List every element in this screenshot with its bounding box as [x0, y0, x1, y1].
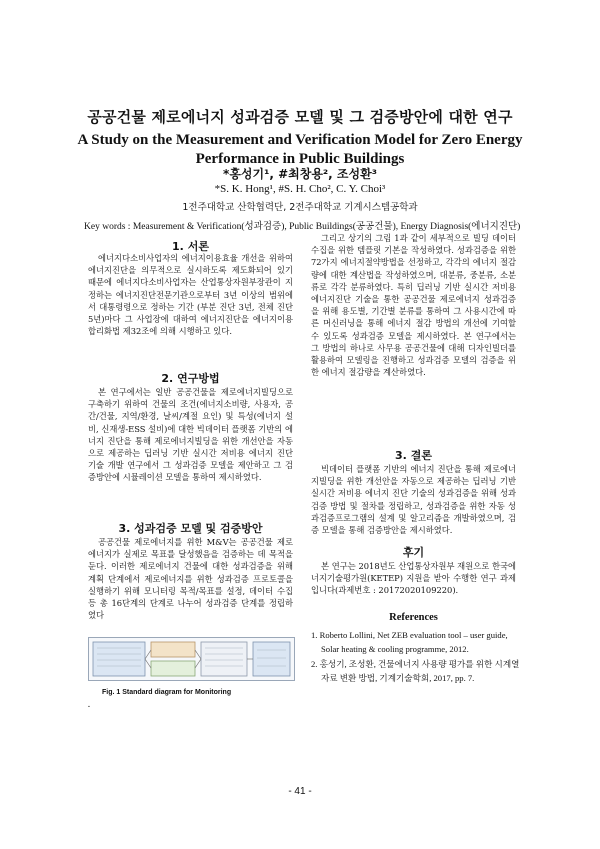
- section-3-heading: 3. 성과검증 모델 및 검증방안: [118, 522, 263, 535]
- right-column-intro: 그리고 상기의 그림 1과 같이 세부적으로 빌딩 데이터 수집을 위한 템플릿 기본을 작성하였다. 성과검증을 위한 72가지 에너지절약방법을 선정하고, 각각의 에너지 절감량에 대한 계산법을 작성하였으며, 대분류, 중분류, 소분류로 각각 분류하였다. 특히 딥러닝 기반 실시간 저비용 에너지진단 기술을 통한 공공건물 제로에너지 성과검증을 위해 용도별, 기간별 분류를 통하여 그 사용시간에 따른 머신러닝을 통해 에너지 절감 방법의 개선에 기여할 수 있도록 성과검증 모델을 제시하였다. 본 연구에서는 그 방법의 하나로 사무용 공공건물에 대해 디자인빌더를 활용하여 모델링을 진행하고 성과검증 모델의 검증을 위한 에너지 절감량을 계산하였다.: [311, 233, 516, 378]
- page-number: - 41 -: [288, 786, 312, 797]
- figure-1-diagram: [88, 637, 295, 681]
- section-1-heading: 1. 서론: [172, 240, 209, 253]
- reference-item: 1. Roberto Lollini, Net ZEB evaluation tool – user guide, Solar heating & cooling programme, 2012.: [311, 630, 508, 654]
- reference-item: 2. 홍성기, 조성환, 건물에너지 사용량 평가를 위한 시계열 자료 변환 방법, 기계기술학회, 2017, pp. 7.: [311, 659, 520, 683]
- affiliation: 1전주대학교 산학협력단, 2전주대학교 기계시스템공학과: [182, 202, 418, 213]
- paper-title-korean: 공공건물 제로에너지 성과검증 모델 및 그 검증방안에 대한 연구: [87, 108, 513, 126]
- section-1-body: 에너지다소비사업자의 에너지이용효율 개선을 위하여 에너지진단을 의무적으로 실시하도록 제도화되어 있기 때문에 에너지다소비사업자는 산업통상자원부장관이 지정하는 에너지진단전문기관으로부터 3년 이상의 범위에서 대통령령으로 정하는 기간 (부분 진단 3년, 전체 진단 5년)마다 그 사업장에 대하여 에너지진단을 에너지이용합리화법 제32조에 의해 시행하고 있다.: [88, 253, 293, 337]
- authors-english: *S. K. Hong¹, #S. H. Cho², C. Y. Choi³: [214, 183, 386, 195]
- figure-1-trailing-mark: .: [88, 702, 90, 709]
- section-2-heading: 2. 연구방법: [161, 372, 220, 385]
- references-heading: References: [389, 612, 438, 623]
- monitoring-diagram-graphic: [89, 638, 294, 680]
- figure-1-caption: Fig. 1 Standard diagram for Monitoring: [102, 689, 232, 696]
- section-2-body: 본 연구에서는 일반 공공건물을 제로에너지빌딩으로 구축하기 위하여 건물의 조건(에너지소비량, 사용자, 공간/건물, 지역/환경, 날씨/계절 요인) 및 특성(에너지 설비, 신재생-ESS 설비)에 대한 빅데이터 플랫폼 기반의 에너지 진단을 통해 제로에너지빌딩을 위한 개선안을 자동으로 제공하는 딥러닝 기반 실시간 저비용 에너지 진단 기술 개발 연구에서 그 성과검증 모델을 제안하고 그 검증방안에 시뮬레이션 모델을 통하여 제시하였다.: [88, 387, 293, 483]
- section-3-body: 공공건물 제로에너지를 위한 M&V는 공공건물 제로에너지가 실제로 목표를 달성했음을 검증하는 데 목적을 둔다. 이러한 제로에너지 건물에 대한 성과검증을 위해 계획 단계에서 제로에너지를 위한 성과검증 프로토콜을 실행하기 위해 모니터링 목적/목표를 설정, 데이터 수집 등 총 16단계의 단계로 나누어 성과검증 단계를 정립하였다: [88, 537, 293, 621]
- acknowledgment-body: 본 연구는 2018년도 산업통상자원부 재원으로 한국에너지기술평가원(KETEP) 지원을 받아 수행한 연구 과제입니다(과제번호 : 20172020109220).: [311, 561, 516, 596]
- section-4-heading: 3. 결론: [395, 449, 432, 462]
- authors-korean: *홍성기¹, #최창용², 조성환³: [223, 167, 377, 181]
- paper-title-english: A Study on the Measurement and Verification Model for Zero Energy Performance in Public Buildings: [77, 132, 523, 167]
- section-4-body: 빅데이터 플랫폼 기반의 에너지 진단을 통해 제로에너지빌딩을 위한 개선안을 자동으로 제공하는 딥러닝 기반 실시간 저비용 에너지 진단 기술의 성과검증을 위해 성과검증 방법 및 절차를 정립하고, 성과검증을 위한 자동 성과검증프로그램의 설계 및 알고리즘을 개발하였으며, 검증 모델을 통해 검증방안을 제시하였다.: [311, 464, 516, 536]
- acknowledgment-heading: 후기: [402, 546, 425, 559]
- keywords: Key words : Measurement & Verification(성과검증), Public Buildings(공공건물), Energy Diagnosis(에너지진단): [84, 222, 521, 232]
